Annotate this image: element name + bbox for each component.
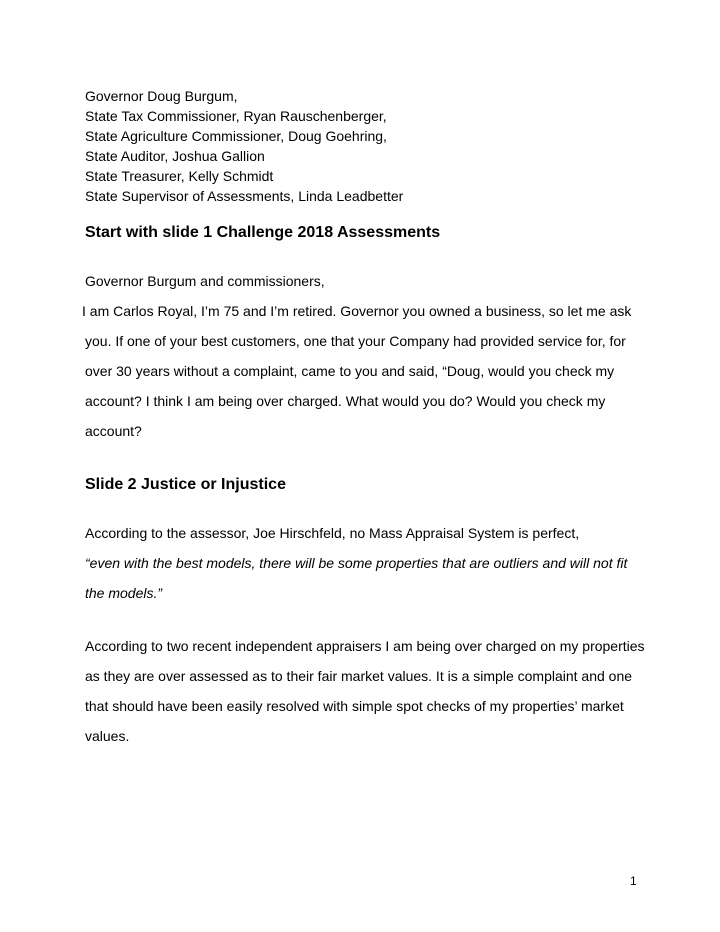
letter-body [82, 86, 645, 751]
addressee-line: State Tax Commissioner, Ryan Rauschenberger, [85, 108, 387, 124]
assessor-quote: “even with the best models, there will be some properties that are outliers and will not fit the models.” [85, 555, 628, 601]
page-number: 1 [630, 874, 637, 888]
section-heading-slide-1: Start with slide 1 Challenge 2018 Assessments [85, 224, 441, 241]
addressee-line: Governor Doug Burgum, [85, 88, 238, 104]
addressee-line: State Treasurer, Kelly Schmidt [85, 168, 274, 184]
salutation: Governor Burgum and commissioners, [85, 273, 325, 289]
assessor-paragraph: According to the assessor, Joe Hirschfeld, no Mass Appraisal System is perfect, [85, 525, 580, 541]
intro-paragraph: I am Carlos Royal, I’m 75 and I’m retired. Governor you owned a business, so let me ask you. If one of your best customers, one that your Company had provided service for, for over 30 years without a complaint, came to you and said, “Doug, would you check my account? I think I am being over charged. What would you do? Would you check my account? [82, 303, 632, 439]
addressee-block [85, 86, 645, 206]
appraisers-paragraph: According to two recent independent appraisers I am being over charged on my properties as they are over assessed as to their fair market values. It is a simple complaint and one that should have been easily resolved with simple spot checks of my properties’ market values. [85, 638, 645, 744]
addressee-line: State Supervisor of Assessments, Linda Leadbetter [85, 188, 404, 204]
addressee-line: State Agriculture Commissioner, Doug Goehring, [85, 128, 387, 144]
addressee-line: State Auditor, Joshua Gallion [85, 148, 265, 164]
section-heading-slide-2: Slide 2 Justice or Injustice [85, 476, 286, 493]
